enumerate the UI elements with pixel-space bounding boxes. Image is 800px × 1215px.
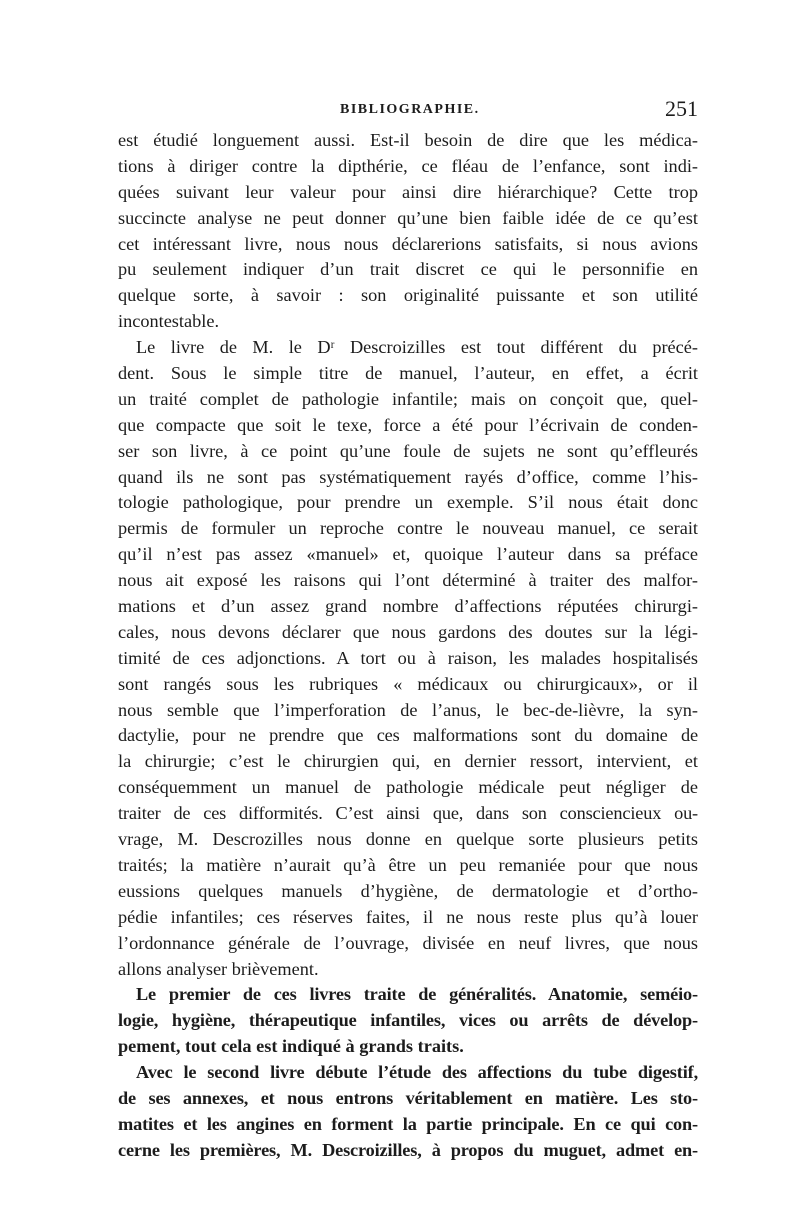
text-line: logie, hygiène, thérapeutique infantiles, vices ou arrêts de dévelop- — [118, 1010, 698, 1031]
text-line: quand ils ne sont pas systématiquement rayés d’office, comme l’his- — [118, 466, 698, 487]
text-line: permis de formuler un reproche contre le nouveau manuel, ce serait — [118, 518, 698, 539]
body-text — [118, 128, 698, 1164]
text-line: de ses annexes, et nous entrons véritablement en matière. Les sto- — [118, 1087, 698, 1108]
text-line: un traité complet de pathologie infantile; mais on conçoit que, quel- — [118, 388, 698, 409]
text-line: Le premier de ces livres traite de généralités. Anatomie, seméio- — [136, 984, 698, 1005]
text-line: timité de ces adjonctions. A tort ou à raison, les malades hospitalisés — [118, 647, 698, 668]
running-head — [118, 96, 698, 126]
text-line: Avec le second livre débute l’étude des affections du tube digestif, — [136, 1062, 698, 1083]
text-line: ser son livre, à ce point qu’une foule de sujets ne sont qu’effleurés — [118, 440, 698, 461]
text-line: nous ait exposé les raisons qui l’ont déterminé à traiter des malfor- — [118, 570, 698, 591]
text-line: qu’il n’est pas assez «manuel» et, quoique l’auteur dans sa préface — [118, 544, 698, 565]
text-line: traités; la matière n’aurait qu’à être un peu remaniée pour que nous — [118, 854, 698, 875]
text-line: cerne les premières, M. Descroizilles, à propos du muguet, admet en- — [118, 1139, 698, 1160]
text-line: est étudié longuement aussi. Est-il besoin de dire que les médica- — [118, 130, 698, 150]
text-line: conséquemment un manuel de pathologie médicale peut négliger de — [118, 777, 698, 798]
text-line: tions à diriger contre la dipthérie, ce fléau de l’enfance, sont indi- — [118, 155, 698, 176]
text-line: Le livre de M. le Dʳ Descroizilles est tout différent du précé- — [136, 337, 698, 358]
text-line: sont rangés sous les rubriques « médicaux ou chirurgicaux», or il — [118, 673, 698, 694]
text-line: allons analyser brièvement. — [118, 958, 319, 979]
text-line: dent. Sous le simple titre de manuel, l’auteur, en effet, a écrit — [118, 363, 698, 384]
text-line: cales, nous devons déclarer que nous gardons des doutes sur la légi- — [118, 621, 698, 642]
text-line: la chirurgie; c’est le chirurgien qui, en dernier ressort, intervient, et — [118, 751, 698, 772]
text-line: dactylie, pour ne prendre que ces malformations sont du domaine de — [118, 725, 698, 746]
text-line: traiter de ces difformités. C’est ainsi que, dans son consciencieux ou- — [118, 803, 698, 824]
text-line: quelque sorte, à savoir : son originalité puissante et son utilité — [118, 285, 698, 306]
text-line: tologie pathologique, pour prendre un exemple. S’il nous était donc — [118, 492, 698, 513]
text-line: pédie infantiles; ces réserves faites, il ne nous reste plus qu’à louer — [118, 906, 698, 927]
text-line: quées suivant leur valeur pour ainsi dire hiérarchique? Cette trop — [118, 181, 698, 202]
page-number: 251 — [665, 96, 698, 121]
text-line: eussions quelques manuels d’hygiène, de dermatologie et d’ortho- — [118, 880, 698, 901]
text-line: que compacte que soit le texe, force a été pour l’écrivain de conden- — [118, 414, 698, 435]
text-line: pu seulement indiquer d’un trait discret ce qui le personnifie en — [118, 259, 698, 280]
text-line: mations et d’un assez grand nombre d’affections réputées chirurgi- — [118, 596, 698, 617]
text-line: cet intéressant livre, nous nous déclarerions satisfaits, si nous avions — [118, 233, 698, 254]
text-line: pement, tout cela est indiqué à grands traits. — [118, 1036, 464, 1057]
text-line: incontestable. — [118, 311, 220, 332]
text-line: nous semble que l’imperforation de l’anus, le bec-de-lièvre, la syn- — [118, 699, 698, 720]
text-line: succincte analyse ne peut donner qu’une bien faible idée de ce qu’est — [118, 207, 698, 228]
section-title: BIBLIOGRAPHIE. — [340, 102, 480, 117]
text-line: vrage, M. Descrozilles nous donne en quelque sorte plusieurs petits — [118, 829, 698, 850]
text-line: l’ordonnance générale de l’ouvrage, divisée en neuf livres, que nous — [118, 932, 698, 953]
text-line: matites et les angines en forment la partie principale. En ce qui con- — [118, 1113, 698, 1134]
